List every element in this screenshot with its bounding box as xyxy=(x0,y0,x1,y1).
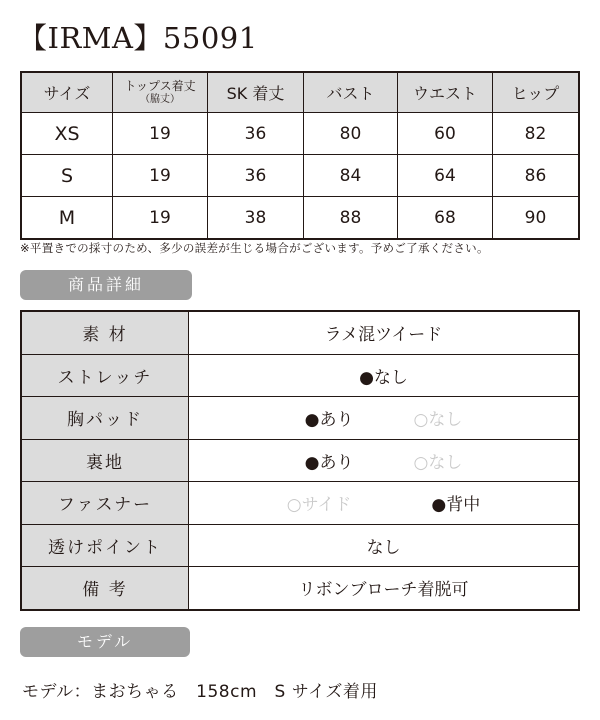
size-label: M xyxy=(21,197,113,240)
table-row xyxy=(21,113,579,155)
model-info: モデル：まおちゃる 158cm S サイズ着用 xyxy=(22,682,378,702)
tops-length-value: 19 xyxy=(113,113,208,155)
pad-label: 胸パッド xyxy=(21,397,189,440)
fastener-option-side: ○サイド xyxy=(286,495,352,516)
material-value: ラメ混ツイード xyxy=(189,311,580,354)
header-size: サイズ xyxy=(21,72,113,113)
waist-value: 68 xyxy=(398,197,493,240)
page-title: 【IRMA】55091 xyxy=(18,21,258,55)
detail-row-stretch xyxy=(21,354,579,397)
remarks-label: 備 考 xyxy=(21,567,189,610)
detail-row-remarks xyxy=(21,567,579,610)
lining-option-group xyxy=(189,448,578,473)
tops-length-value: 19 xyxy=(113,155,208,197)
pad-option-group xyxy=(189,405,578,430)
lining-options xyxy=(189,439,580,482)
table-row xyxy=(21,197,579,240)
table-row xyxy=(21,155,579,197)
bust-value: 84 xyxy=(304,155,398,197)
skirt-length-value: 36 xyxy=(208,155,304,197)
bust-value: 80 xyxy=(304,113,398,155)
header-hip: ヒップ xyxy=(493,72,580,113)
waist-value: 64 xyxy=(398,155,493,197)
sheer-label: 透けポイント xyxy=(21,524,189,567)
skirt-length-value: 38 xyxy=(208,197,304,240)
hip-value: 86 xyxy=(493,155,580,197)
header-tops-length-label: トップス着丈 xyxy=(124,78,196,93)
size-label: S xyxy=(21,155,113,197)
header-skirt-length: SK 着丈 xyxy=(208,72,304,113)
hip-value: 82 xyxy=(493,113,580,155)
size-table xyxy=(20,71,580,240)
model-heading: モデル xyxy=(20,627,190,657)
hip-value: 90 xyxy=(493,197,580,240)
header-tops-length xyxy=(113,72,208,113)
header-bust: バスト xyxy=(304,72,398,113)
detail-row-fastener xyxy=(21,482,579,525)
remarks-value: リボンブローチ着脱可 xyxy=(189,567,580,610)
waist-value: 60 xyxy=(398,113,493,155)
stretch-value: ●なし xyxy=(189,354,580,397)
fastener-option-group xyxy=(189,490,578,515)
pad-options xyxy=(189,397,580,440)
measurement-note: ※平置きでの採寸のため、多少の誤差が生じる場合がございます。予めご了承ください。 xyxy=(20,241,489,255)
fastener-option-back: ●背中 xyxy=(431,495,481,516)
lining-label: 裏地 xyxy=(21,439,189,482)
header-waist: ウエスト xyxy=(398,72,493,113)
material-label: 素 材 xyxy=(21,311,189,354)
fastener-options xyxy=(189,482,580,525)
fastener-label: ファスナー xyxy=(21,482,189,525)
tops-length-value: 19 xyxy=(113,197,208,240)
sheer-value: なし xyxy=(189,524,580,567)
pad-option-yes: ●あり xyxy=(304,410,354,431)
size-table-header xyxy=(21,72,579,113)
detail-row-material xyxy=(21,311,579,354)
lining-option-no: ○なし xyxy=(413,452,463,473)
lining-option-yes: ●あり xyxy=(304,452,354,473)
pad-option-no: ○なし xyxy=(413,410,463,431)
product-detail-heading: 商品詳細 xyxy=(20,270,192,300)
detail-row-pad xyxy=(21,397,579,440)
bust-value: 88 xyxy=(304,197,398,240)
detail-row-lining xyxy=(21,439,579,482)
skirt-length-value: 36 xyxy=(208,113,304,155)
detail-table xyxy=(20,310,580,611)
detail-row-sheer xyxy=(21,524,579,567)
header-side-length-label: （脇丈） xyxy=(140,93,180,105)
stretch-label: ストレッチ xyxy=(21,354,189,397)
size-label: XS xyxy=(21,113,113,155)
